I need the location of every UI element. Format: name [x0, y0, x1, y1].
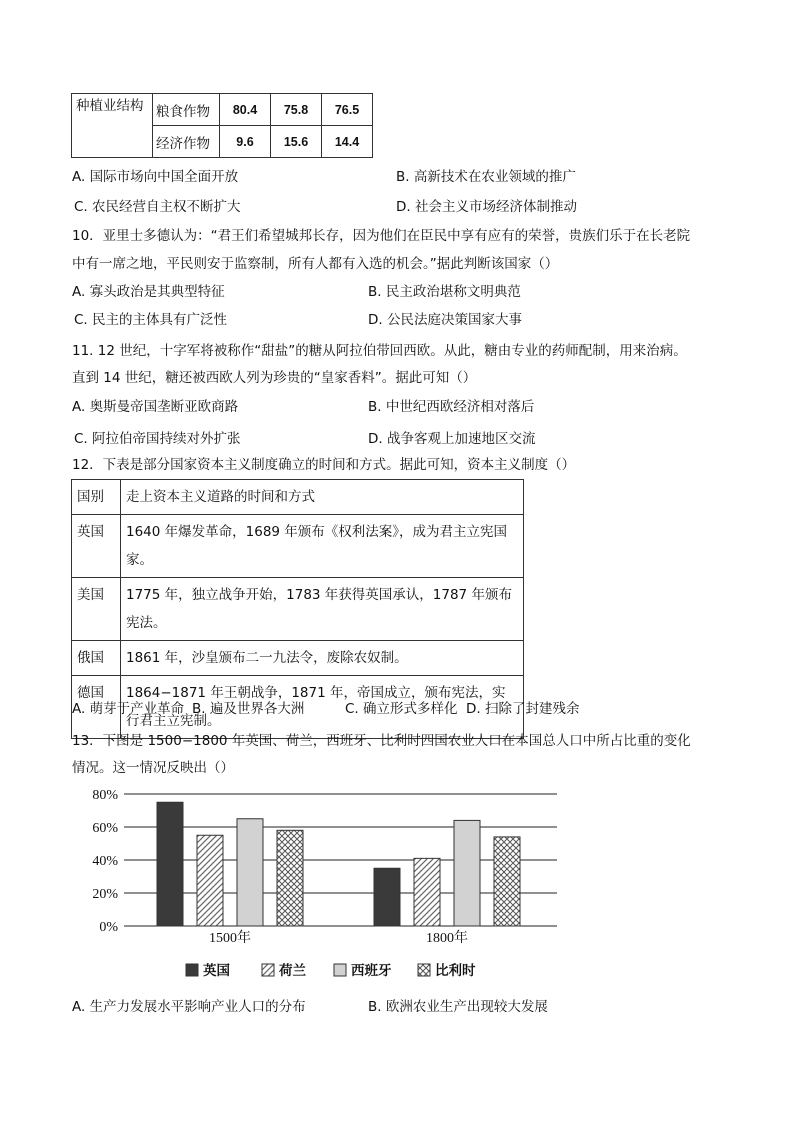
q12-stem: 12．下表是部分国家资本主义制度确立的时间和方式。据此可知，资本主义制度（）	[72, 457, 576, 473]
q10-option-a: A. 寡头政治是其典型特征	[72, 284, 225, 300]
bar	[157, 802, 183, 926]
bar	[237, 819, 263, 926]
q11-option-d: D. 战争客观上加速地区交流	[368, 431, 536, 447]
q10-option-d: D. 公民法庭决策国家大事	[368, 312, 522, 328]
table-cell: 1775 年，独立战争开始，1783 年获得英国承认，1787 年颁布宪法。	[121, 578, 524, 641]
q13-stem-line2: 情况。这一情况反映出（）	[72, 760, 234, 776]
table-cell: 75.8	[271, 94, 322, 126]
y-tick-label: 60%	[92, 821, 118, 836]
table-cell: 美国	[72, 578, 121, 641]
q10-option-c: C. 民主的主体具有广泛性	[74, 312, 228, 328]
table-cell: 1861 年，沙皇颁布二一九法令，废除农奴制。	[121, 641, 524, 676]
bar	[494, 837, 520, 926]
table-cell: 德国	[72, 676, 121, 739]
legend-swatch	[262, 964, 274, 976]
q9-option-b: B. 高新技术在农业领域的推广	[396, 169, 576, 185]
q11-option-b: B. 中世纪西欧经济相对落后	[368, 399, 535, 415]
q11-stem-line1: 11. 12 世纪，十字军将被称作“甜盐”的糖从阿拉伯带回西欧。从此，糖由专业的药师配制，用来治病。	[72, 343, 687, 359]
q12-option-a: A. 萌芽于产业革命	[72, 701, 185, 717]
bar	[414, 858, 440, 926]
table-row-label: 种植业结构	[72, 94, 153, 158]
q11-stem-line2: 直到 14 世纪，糖还被西欧人列为珍贵的“皇家香料”。据此可知（）	[72, 370, 477, 386]
table-cell: 1864−1871 年王朝战争，1871 年，帝国成立，颁布宪法，实行君主立宪制。	[121, 676, 524, 739]
bar	[197, 835, 223, 926]
table-cell: 15.6	[271, 126, 322, 158]
table-cell: 14.4	[322, 126, 373, 158]
table-cell: 俄国	[72, 641, 121, 676]
q11-option-c: C. 阿拉伯帝国持续对外扩张	[74, 431, 241, 447]
y-tick-label: 80%	[92, 788, 118, 803]
bar	[454, 820, 480, 926]
q12-option-d: D. 扫除了封建残余	[466, 701, 580, 717]
table-cell: 粮食作物	[153, 94, 220, 126]
table-cell: 1640 年爆发革命，1689 年颁布《权利法案》，成为君主立宪国家。	[121, 515, 524, 578]
y-tick-label: 20%	[92, 887, 118, 902]
bar	[374, 868, 400, 926]
table-cell: 英国	[72, 515, 121, 578]
q11-option-a: A. 奥斯曼帝国垄断亚欧商路	[72, 399, 239, 415]
table-header-cell: 国别	[72, 480, 121, 515]
legend-swatch	[418, 964, 430, 976]
q9-option-d: D. 社会主义市场经济体制推动	[396, 199, 577, 215]
q13-stem-line1: 13．下图是 1500−1800 年英国、荷兰，西班牙、比利时四国农业人口在本国总人口中所占比重的变化	[72, 733, 691, 749]
bar	[277, 830, 303, 926]
table-cell: 9.6	[220, 126, 271, 158]
legend-label: 西班牙	[351, 963, 392, 979]
crop-structure-table	[71, 93, 373, 158]
q10-stem-line2: 中有一席之地，平民则安于监察制，所有人都有入选的机会。”据此判断该国家（）	[72, 256, 559, 272]
legend-swatch	[334, 964, 346, 976]
q12-option-b: B. 遍及世界各大洲	[192, 701, 305, 717]
x-tick-label: 1800年	[426, 931, 468, 946]
table-cell: 80.4	[220, 94, 271, 126]
legend-label: 比利时	[435, 963, 476, 979]
q10-stem-line1: 10．亚里士多德认为：“君王们希望城邦长存，因为他们在臣民中享有应有的荣誉，贵族们乐于在长老院	[72, 228, 691, 244]
q13-option-a: A. 生产力发展水平影响产业人口的分布	[72, 999, 306, 1015]
q9-option-c: C. 农民经营自主权不断扩大	[74, 199, 241, 215]
table-header-cell: 走上资本主义道路的时间和方式	[121, 480, 524, 515]
legend-swatch	[186, 964, 198, 976]
q10-option-b: B. 民主政治堪称文明典范	[368, 284, 521, 300]
y-tick-label: 40%	[92, 854, 118, 869]
table-cell: 76.5	[322, 94, 373, 126]
agricultural-population-chart	[72, 782, 562, 992]
legend-label: 英国	[203, 963, 230, 979]
y-tick-label: 0%	[99, 920, 118, 935]
legend-label: 荷兰	[279, 963, 306, 979]
q13-option-b: B. 欧洲农业生产出现较大发展	[368, 999, 548, 1015]
q9-option-a: A. 国际市场向中国全面开放	[72, 169, 239, 185]
table-cell: 经济作物	[153, 126, 220, 158]
x-tick-label: 1500年	[209, 931, 251, 946]
q12-option-c: C. 确立形式多样化	[345, 701, 458, 717]
